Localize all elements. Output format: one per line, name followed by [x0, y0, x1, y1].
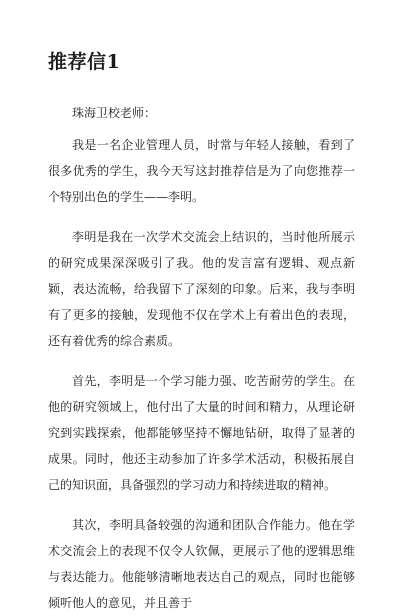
salutation: 珠海卫校老师： — [72, 106, 157, 120]
body-paragraph: 李明是我在一次学术交流会上结识的，当时他所展示的研究成果深深吸引了我。他的发言富有逻辑、观点新颖，表达流畅，给我留下了深刻的印象。后来，我与李明有了更多的接触，发现他不仅在学术上有着出色的表现，还有着优秀的综合素质。 — [48, 230, 355, 348]
body-paragraph: 首先，李明是一个学习能力强、吃苦耐劳的学生。在他的研究领域上，他付出了大量的时间和精力，从理论研究到实践探索，他都能够坚持不懈地钻研，取得了显著的成果。同时，他还主动参加了许多学术活动，积极拓展自己的知识面，具备强烈的学习动力和持续进取的精神。 — [48, 374, 355, 492]
body-paragraph: 其次，李明具备较强的沟通和团队合作能力。他在学术交流会上的表现不仅令人钦佩，更展示了他的逻辑思维与表达能力。他能够清晰地表达自己的观点，同时也能够倾听他人的意见，并且善于 — [48, 518, 355, 610]
document-title: 推荐信1 — [48, 51, 121, 73]
body-paragraph: 我是一名企业管理人员，时常与年轻人接触，看到了很多优秀的学生，我今天写这封推荐信是为了向您推荐一个特别出色的学生——李明。 — [48, 138, 355, 204]
